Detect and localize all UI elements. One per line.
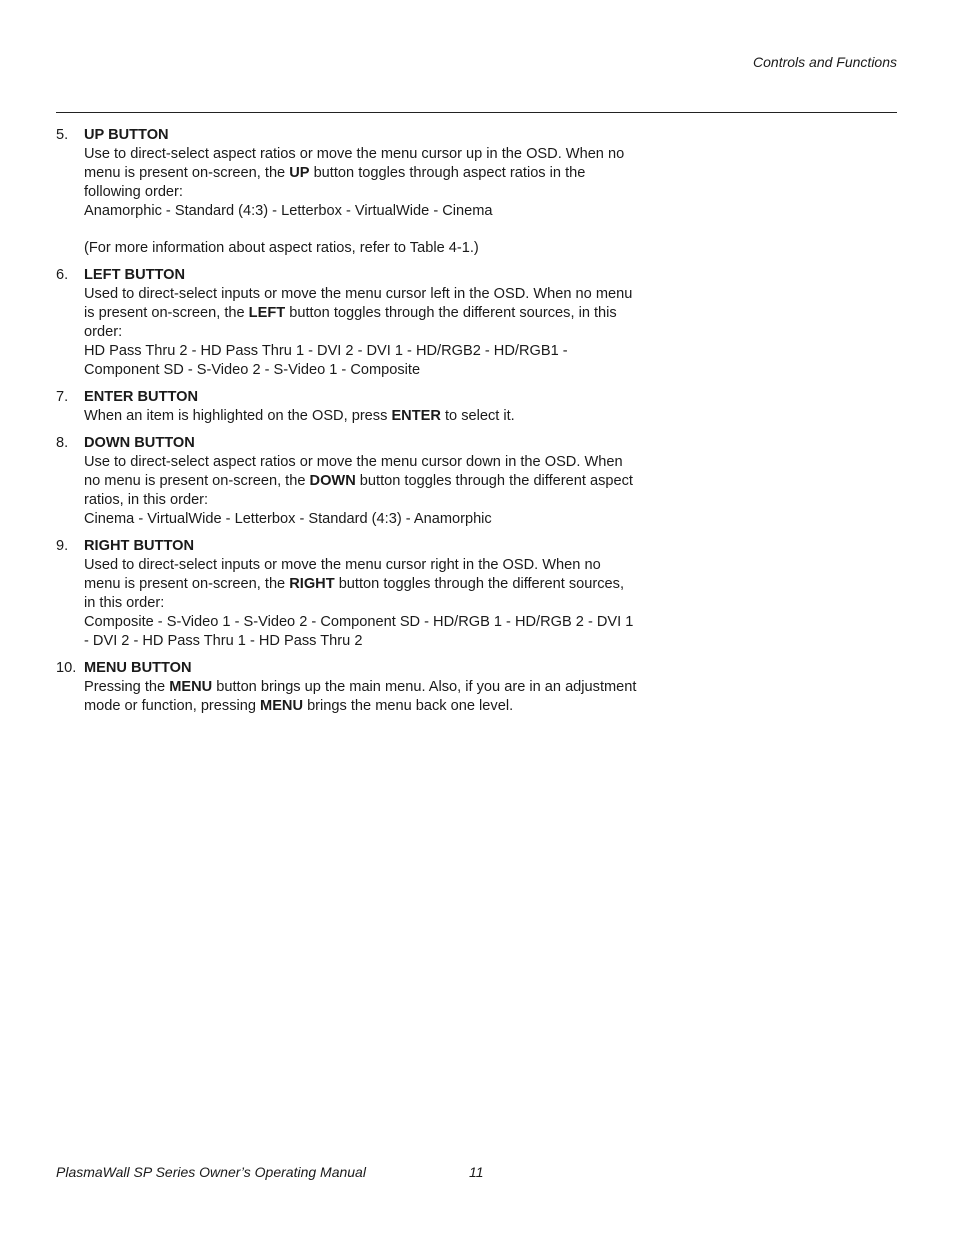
- body-text: ratios, in this order:: [84, 492, 209, 508]
- list-item: [56, 659, 656, 716]
- body-line: [84, 613, 656, 632]
- item-title: LEFT BUTTON: [84, 267, 186, 283]
- body-text: Cinema - VirtualWide - Letterbox - Standard (4:3) - Anamorphic: [84, 511, 492, 527]
- body-line: [84, 323, 656, 342]
- button-name-bold: UP: [289, 165, 310, 181]
- paragraph-gap: [84, 221, 656, 239]
- body-line: [84, 697, 656, 716]
- body-line: [84, 164, 656, 183]
- body-line: [84, 285, 656, 304]
- body-text: no menu is present on-screen, the: [84, 473, 310, 489]
- body-line: [84, 575, 656, 594]
- body-line: [84, 361, 656, 380]
- body-line: [84, 510, 656, 529]
- list-item: [56, 537, 656, 651]
- page-number: 11: [469, 1164, 484, 1180]
- body-text: mode or function, pressing: [84, 698, 261, 714]
- body-line: [84, 491, 656, 510]
- body-text: brings the menu back one level.: [303, 698, 514, 714]
- list-item: [56, 388, 656, 426]
- item-title: MENU BUTTON: [84, 660, 192, 676]
- item-number: 10.: [56, 660, 77, 676]
- body-line: [84, 632, 656, 651]
- section-title: Controls and Functions: [753, 54, 897, 70]
- body-line: [84, 678, 656, 697]
- body-text: menu is present on-screen, the: [84, 165, 290, 181]
- list-item: [56, 434, 656, 529]
- body-text: is present on-screen, the: [84, 305, 249, 321]
- button-descriptions: [56, 126, 656, 724]
- item-number: 9.: [56, 538, 69, 554]
- body-text: Used to direct-select inputs or move the menu cursor left in the OSD. When no menu: [84, 286, 633, 302]
- manual-title: PlasmaWall SP Series Owner’s Operating Manual: [56, 1164, 366, 1180]
- item-title: ENTER BUTTON: [84, 389, 199, 405]
- body-text: button brings up the main menu. Also, if you are in an adjustment: [212, 679, 637, 695]
- body-text: (For more information about aspect ratios, refer to Table 4-1.): [84, 240, 479, 256]
- body-text: - DVI 2 - HD Pass Thru 1 - HD Pass Thru 2: [84, 633, 363, 649]
- item-title: DOWN BUTTON: [84, 435, 195, 451]
- body-text: button toggles through the different sources, in this: [285, 305, 617, 321]
- button-name-bold: LEFT: [248, 305, 286, 321]
- body-text: Use to direct-select aspect ratios or move the menu cursor up in the OSD. When no: [84, 146, 625, 162]
- body-text: Pressing the: [84, 679, 170, 695]
- item-title: RIGHT BUTTON: [84, 538, 194, 554]
- body-line: [84, 239, 656, 258]
- body-text: Component SD - S-Video 2 - S-Video 1 - Composite: [84, 362, 421, 378]
- body-text: button toggles through aspect ratios in the: [309, 165, 586, 181]
- body-line: [84, 556, 656, 575]
- body-line: [84, 472, 656, 491]
- list-item: [56, 266, 656, 380]
- body-line: [84, 453, 656, 472]
- item-number: 6.: [56, 267, 69, 283]
- body-line: [84, 145, 656, 164]
- button-name-bold: DOWN: [309, 473, 356, 489]
- item-number: 8.: [56, 435, 69, 451]
- body-text: order:: [84, 324, 123, 340]
- body-text: to select it.: [440, 408, 515, 424]
- body-text: Use to direct-select aspect ratios or move the menu cursor down in the OSD. When: [84, 454, 623, 470]
- button-name-bold: RIGHT: [289, 576, 335, 592]
- body-line: [84, 183, 656, 202]
- header-rule: [56, 112, 897, 113]
- body-text: Composite - S-Video 1 - S-Video 2 - Component SD - HD/RGB 1 - HD/RGB 2 - DVI 1: [84, 614, 634, 630]
- item-number: 5.: [56, 127, 69, 143]
- item-number: 7.: [56, 389, 69, 405]
- body-line: [84, 407, 656, 426]
- list-item: [56, 126, 656, 258]
- body-line: [84, 342, 656, 361]
- body-line: [84, 594, 656, 613]
- body-text: When an item is highlighted on the OSD, press: [84, 408, 392, 424]
- item-title: UP BUTTON: [84, 127, 169, 143]
- button-name-bold: MENU: [169, 679, 213, 695]
- body-line: [84, 202, 656, 221]
- button-name-bold: ENTER: [391, 408, 441, 424]
- button-name-bold: MENU: [260, 698, 304, 714]
- body-text: Anamorphic - Standard (4:3) - Letterbox - VirtualWide - Cinema: [84, 203, 493, 219]
- body-text: button toggles through the different sources,: [334, 576, 625, 592]
- body-text: menu is present on-screen, the: [84, 576, 290, 592]
- body-line: [84, 304, 656, 323]
- body-text: HD Pass Thru 2 - HD Pass Thru 1 - DVI 2 - DVI 1 - HD/RGB2 - HD/RGB1 -: [84, 343, 568, 359]
- body-text: button toggles through the different aspect: [355, 473, 633, 489]
- body-text: following order:: [84, 184, 183, 200]
- body-text: in this order:: [84, 595, 165, 611]
- body-text: Used to direct-select inputs or move the menu cursor right in the OSD. When no: [84, 557, 601, 573]
